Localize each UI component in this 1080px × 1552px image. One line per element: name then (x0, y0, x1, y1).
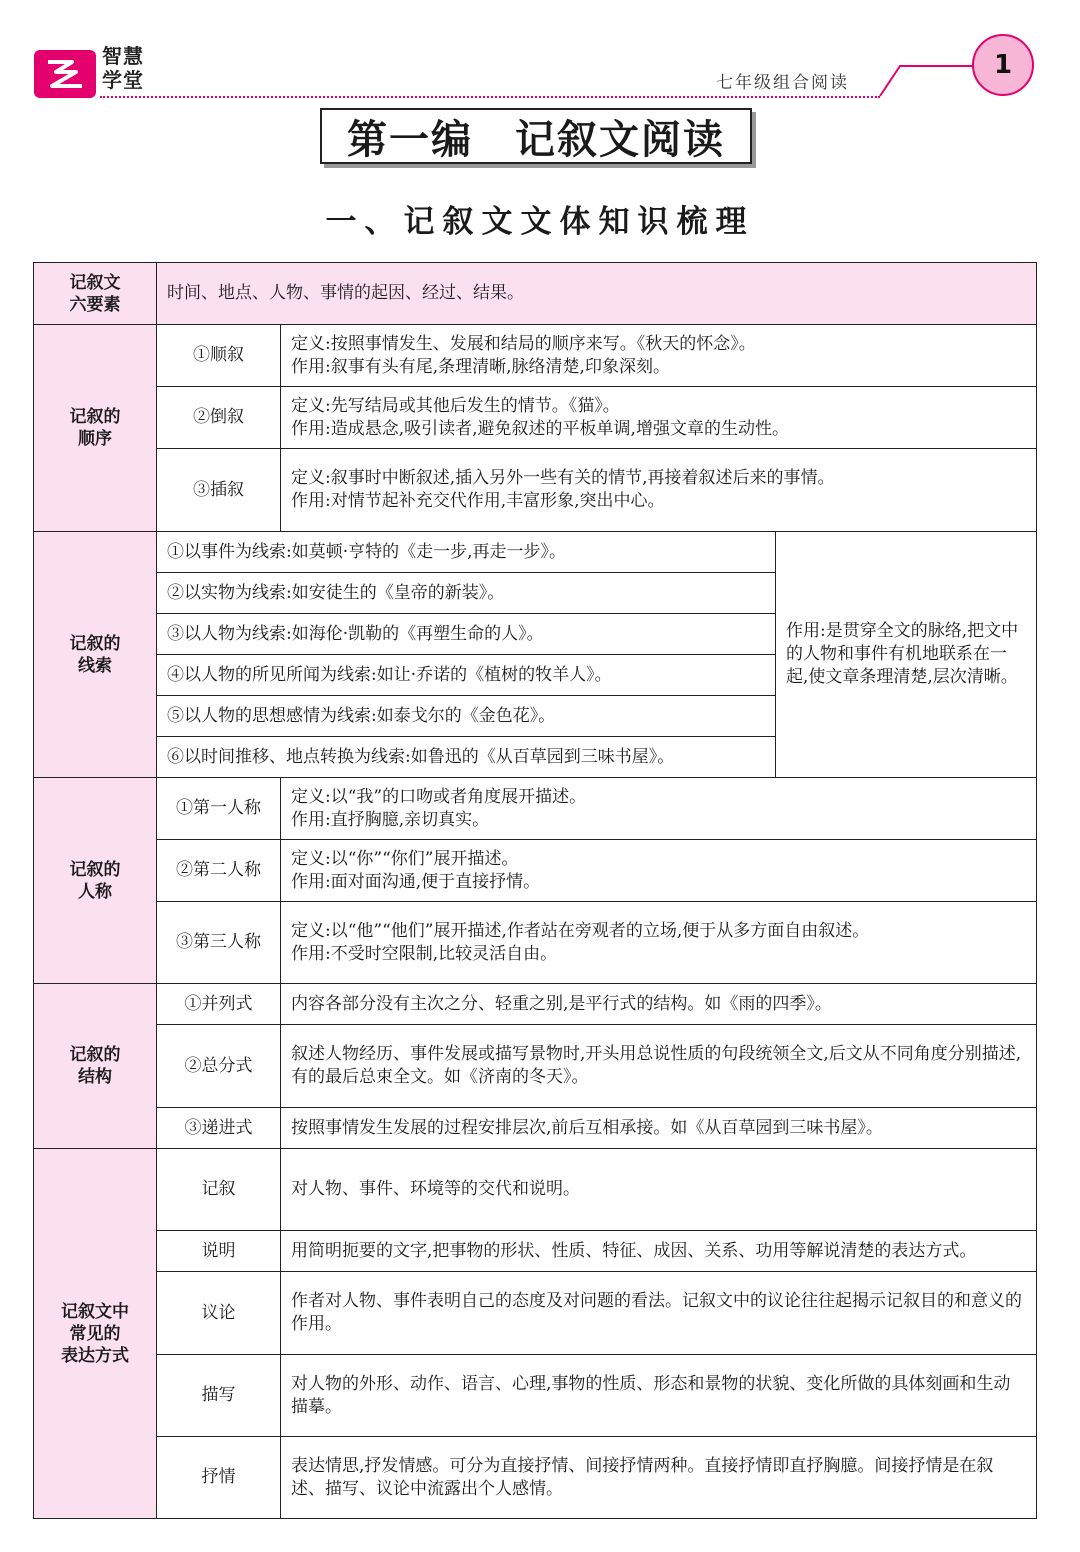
category-label: 记叙的 顺序 (34, 325, 157, 532)
header-divider (100, 96, 880, 98)
section-title: 一、记叙文文体知识梳理 (325, 204, 755, 240)
table-row (34, 840, 1037, 902)
sub-label: ②第二人称 (157, 840, 281, 902)
table-row (34, 1025, 1037, 1108)
table-row (34, 1149, 1037, 1231)
table-row (34, 984, 1037, 1025)
clue-item: ③以人物为线索:如海伦·凯勒的《再塑生命的人》。 (157, 614, 776, 655)
clue-item: ④以人物的所见所闻为线索:如让·乔诺的《植树的牧羊人》。 (157, 655, 776, 696)
row-content: 叙述人物经历、事件发展或描写景物时,开头用总说性质的句段统领全文,后文从不同角度分别描述,有的最后总束全文。如《济南的冬天》。 (281, 1025, 1037, 1108)
table-row (34, 1231, 1037, 1272)
row-content: 定义:按照事情发生、发展和结局的顺序来写。《秋天的怀念》。 作用:叙事有头有尾,条理清晰,脉络清楚,印象深刻。 (281, 325, 1037, 387)
clue-effect: 作用:是贯穿全文的脉络,把文中的人物和事件有机地联系在一起,使文章条理清楚,层次清晰。 (776, 532, 1037, 778)
sub-label: 议论 (157, 1272, 281, 1355)
table-row (34, 902, 1037, 984)
row-content: 用简明扼要的文字,把事物的形状、性质、特征、成因、关系、功用等解说清楚的表达方式。 (281, 1231, 1037, 1272)
category-label: 记叙的 结构 (34, 984, 157, 1149)
table-row (34, 449, 1037, 532)
sub-label: ③第三人称 (157, 902, 281, 984)
table-row (34, 1355, 1037, 1437)
logo-text: 智慧 学堂 (102, 44, 144, 92)
sub-label: ②总分式 (157, 1025, 281, 1108)
sub-label: ③递进式 (157, 1108, 281, 1149)
row-content: 定义:以“他”“他们”展开描述,作者站在旁观者的立场,便于从多方面自由叙述。 作用:不受时空限制,比较灵活自由。 (281, 902, 1037, 984)
category-label: 记叙文中 常见的 表达方式 (34, 1149, 157, 1519)
table-row (34, 263, 1037, 325)
row-content: 作者对人物、事件表明自己的态度及对问题的看法。记叙文中的议论往往起揭示记叙目的和意义的作用。 (281, 1272, 1037, 1355)
logo-icon (34, 50, 96, 98)
category-label: 记叙的 线索 (34, 532, 157, 778)
header-subject: 七年级组合阅读 (716, 73, 849, 93)
row-content: 定义:以“你”“你们”展开描述。 作用:面对面沟通,便于直接抒情。 (281, 840, 1037, 902)
category-label: 记叙文 六要素 (34, 263, 157, 325)
row-content: 时间、地点、人物、事情的起因、经过、结果。 (157, 263, 1037, 325)
row-content: 内容各部分没有主次之分、轻重之别,是平行式的结构。如《雨的四季》。 (281, 984, 1037, 1025)
row-content: 定义:先写结局或其他后发生的情节。《猫》。 作用:造成悬念,吸引读者,避免叙述的平板单调,增强文章的生动性。 (281, 387, 1037, 449)
sub-label: ①并列式 (157, 984, 281, 1025)
clue-item: ②以实物为线索:如安徒生的《皇帝的新装》。 (157, 573, 776, 614)
clue-item: ①以事件为线索:如莫顿·亨特的《走一步,再走一步》。 (157, 532, 776, 573)
category-label: 记叙的 人称 (34, 778, 157, 984)
sub-label: ③插叙 (157, 449, 281, 532)
sub-label: 描写 (157, 1355, 281, 1437)
table-row (34, 325, 1037, 387)
part-title: 第一编 记叙文阅读 (320, 108, 752, 164)
row-content: 按照事情发生发展的过程安排层次,前后互相承接。如《从百草园到三味书屋》。 (281, 1108, 1037, 1149)
table-row (34, 778, 1037, 840)
row-content: 定义:叙事时中断叙述,插入另外一些有关的情节,再接着叙述后来的事情。 作用:对情节起补充交代作用,丰富形象,突出中心。 (281, 449, 1037, 532)
table-row (34, 1272, 1037, 1355)
clue-item: ⑤以人物的思想感情为线索:如泰戈尔的《金色花》。 (157, 696, 776, 737)
header-swoosh (874, 62, 974, 102)
sub-label: 说明 (157, 1231, 281, 1272)
sub-label: ①顺叙 (157, 325, 281, 387)
table-row (34, 532, 1037, 573)
row-content: 对人物的外形、动作、语言、心理,事物的性质、形态和景物的状貌、变化所做的具体刻画和生动描摹。 (281, 1355, 1037, 1437)
sub-label: 记叙 (157, 1149, 281, 1231)
sub-label: ②倒叙 (157, 387, 281, 449)
table-row (34, 1108, 1037, 1149)
sub-label: ①第一人称 (157, 778, 281, 840)
row-content: 定义:以“我”的口吻或者角度展开描述。 作用:直抒胸臆,亲切真实。 (281, 778, 1037, 840)
page-header (0, 0, 1080, 110)
table-row (34, 387, 1037, 449)
sub-label: 抒情 (157, 1437, 281, 1519)
row-content: 表达情思,抒发情感。可分为直接抒情、间接抒情两种。直接抒情即直抒胸臆。间接抒情是在叙述、描写、议论中流露出个人感情。 (281, 1437, 1037, 1519)
knowledge-table (33, 262, 1037, 1519)
row-content: 对人物、事件、环境等的交代和说明。 (281, 1149, 1037, 1231)
page-number: 1 (972, 34, 1034, 96)
clue-item: ⑥以时间推移、地点转换为线索:如鲁迅的《从百草园到三味书屋》。 (157, 737, 776, 778)
table-row (34, 1437, 1037, 1519)
